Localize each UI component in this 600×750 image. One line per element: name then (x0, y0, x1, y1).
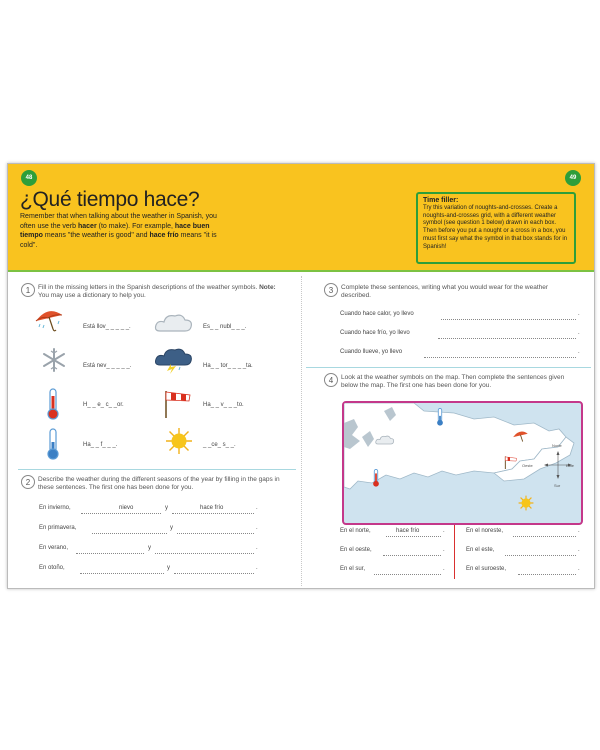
page-number-right: 49 (565, 170, 581, 186)
time-filler-text: Try this variation of noughts-and-crosses. Create a noughts-and-crosses grid, with a different weather symbol (see question 1 below) drawn in each box. Then before you put a nought or a cross in a box, you must first say what the symbol in that box stands for in Spanish! (423, 204, 568, 250)
q2-row-3-joiner: y (148, 545, 151, 551)
q2-row-2-blank-1[interactable] (92, 533, 167, 534)
q4-right-1-label: En el noreste, (466, 528, 504, 534)
q1-item-6[interactable]: Ha_ _ v_ _ _to. (203, 402, 244, 408)
question-1-instructions: Fill in the missing letters in the Spanish descriptions of the weather symbols. Note: You may use a dictionary to help you. (38, 284, 276, 299)
question-4-number: 4 (324, 373, 338, 387)
q4-column-divider (454, 525, 455, 579)
q3-row-1-stop: . (578, 311, 580, 317)
q2-row-1-label: En invierno, (39, 505, 71, 511)
thermometer-cold-icon (46, 428, 60, 460)
map-cloud-icon (375, 433, 395, 447)
weather-map (342, 401, 583, 525)
q4-left-2-blank[interactable] (383, 555, 441, 556)
q4-right-3-blank[interactable] (518, 574, 576, 575)
q4-right-3-label: En el suroeste, (466, 566, 507, 572)
q2-row-3-label: En verano, (39, 545, 69, 551)
map-sun-icon (518, 495, 534, 511)
workbook-spread (7, 163, 595, 589)
q3-row-3-blank[interactable] (424, 357, 576, 358)
q2-row-1-joiner: y (165, 505, 168, 511)
page-gutter (301, 276, 302, 586)
header-band (8, 164, 594, 270)
q2-row-4-blank-1[interactable] (80, 573, 164, 574)
question-3-instructions: Complete these sentences, writing what you would wear for the weather described. (341, 284, 549, 299)
q4-right-2-blank[interactable] (505, 555, 576, 556)
q2-row-1-answer-1: nievo (119, 505, 134, 511)
q4-left-3-label: En el sur, (340, 566, 366, 572)
intro-text: Remember that when talking about the weather in Spanish, you often use the verb hacer (to make). For example, hace buen tiempo means "the weather is good" and hace frío means "it is cold". (20, 213, 217, 249)
map-umbrella-icon (512, 429, 530, 444)
question-1-number: 1 (21, 283, 35, 297)
q4-left-3-stop: . (443, 566, 445, 572)
q2-row-1-answer-2: hace frío (200, 505, 224, 511)
q1-item-1[interactable]: Está llov_ _ _ _ _. (83, 324, 131, 330)
sun-icon (165, 427, 193, 455)
q4-right-1-stop: . (578, 528, 580, 534)
q4-right-3-stop: . (578, 566, 580, 572)
q2-row-3-blank-1[interactable] (76, 553, 144, 554)
map-windsock-icon (502, 455, 518, 469)
q2-row-4-joiner: y (167, 565, 170, 571)
map-thermometer-cold-icon (436, 407, 444, 427)
question-4-instructions: Look at the weather symbols on the map. Then complete the sentences given below the map. The first one has been done for you. (341, 374, 565, 389)
q1-item-8[interactable]: _ _ce_ s_ _. (203, 442, 236, 448)
q3-row-2-label: Cuando hace frío, yo llevo (340, 330, 410, 336)
q1-item-3[interactable]: Está nev_ _ _ _ _. (83, 363, 132, 369)
compass-east: Este (566, 463, 575, 468)
q2-row-2-stop: . (256, 525, 258, 531)
q2-row-4-stop: . (256, 565, 258, 571)
page-number-left: 48 (21, 170, 37, 186)
q3-row-1-label: Cuando hace calor, yo llevo (340, 311, 414, 317)
q4-left-2-label: En el oeste, (340, 547, 372, 553)
snowflake-icon (42, 348, 66, 372)
header-divider (8, 270, 594, 272)
q4-left-1-blank[interactable] (386, 536, 441, 537)
time-filler-box (416, 192, 576, 264)
q1-separator (18, 469, 296, 470)
q4-right-2-label: En el este, (466, 547, 495, 553)
page-title: ¿Qué tiempo hace? (20, 188, 200, 211)
q3-row-2-blank[interactable] (438, 338, 576, 339)
cloud-icon (154, 312, 194, 334)
q2-row-4-blank-2[interactable] (174, 573, 254, 574)
q2-row-2-joiner: y (170, 525, 173, 531)
compass-west: Oeste (522, 463, 533, 468)
q2-row-3-stop: . (256, 545, 258, 551)
q3-row-1-blank[interactable] (441, 319, 576, 320)
q2-row-2-label: En primavera, (39, 525, 77, 531)
storm-cloud-icon (154, 348, 194, 374)
q4-left-1-label: En el norte, (340, 528, 371, 534)
q2-row-4-label: En otoño, (39, 565, 65, 571)
q3-row-3-stop: . (578, 349, 580, 355)
q3-row-2-stop: . (578, 330, 580, 336)
q2-row-2-blank-2[interactable] (177, 533, 254, 534)
q4-left-1-answer: hace frío (396, 528, 420, 534)
q4-right-1-blank[interactable] (513, 536, 576, 537)
question-2-instructions: Describe the weather during the different seasons of the year by filling in the gaps in these sentences. The first one has been done for you. (38, 476, 280, 491)
umbrella-rain-icon (34, 307, 66, 333)
q3-row-3-label: Cuando llueve, yo llevo (340, 349, 403, 355)
q4-left-3-blank[interactable] (374, 574, 441, 575)
compass-north: Norte (552, 443, 562, 448)
q2-row-3-blank-2[interactable] (155, 553, 254, 554)
compass-south: Sur (554, 483, 561, 488)
q1-item-4[interactable]: Ha_ _ tor_ _ _ _ta. (203, 363, 253, 369)
q2-row-1-stop: . (256, 505, 258, 511)
q4-left-1-stop: . (443, 528, 445, 534)
q1-item-5[interactable]: H_ _ e_ c_ _or. (83, 402, 124, 408)
question-2-number: 2 (21, 475, 35, 489)
q4-right-2-stop: . (578, 547, 580, 553)
q1-item-7[interactable]: Ha_ _ f_ _ _. (83, 442, 118, 448)
thermometer-hot-icon (46, 388, 60, 420)
q1-item-2[interactable]: Es_ _ nubl_ _ _. (203, 324, 247, 330)
time-filler-title: Time filler: (423, 197, 459, 204)
question-3-number: 3 (324, 283, 338, 297)
q4-left-2-stop: . (443, 547, 445, 553)
windsock-icon (160, 388, 192, 418)
q2-row-1-blank-1[interactable] (81, 513, 161, 514)
map-thermometer-hot-icon (372, 468, 380, 488)
q3-separator (306, 367, 591, 368)
q2-row-1-blank-2[interactable] (172, 513, 254, 514)
